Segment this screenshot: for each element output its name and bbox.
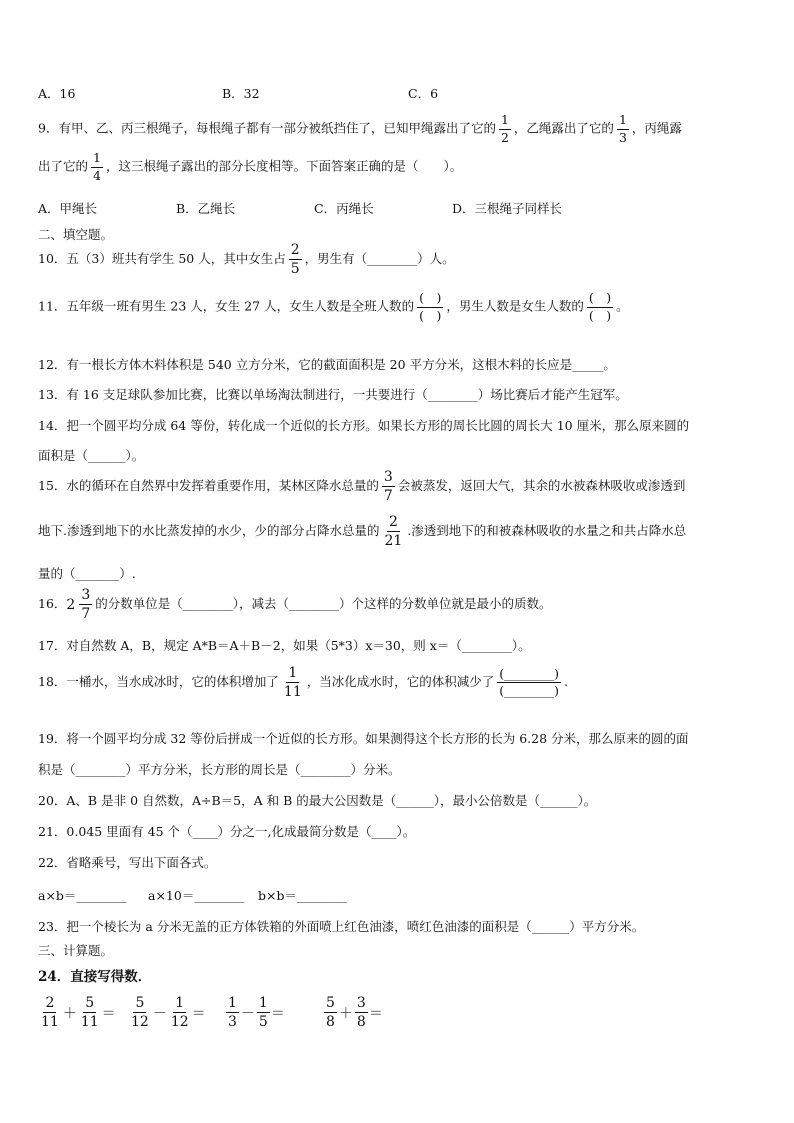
q10-text: ，男生有（________）人。	[304, 251, 455, 266]
fraction-a	[324, 996, 337, 1029]
q17: 17．对自然数 A，B，规定 A*B＝A＋B－2，如果（5*3）x＝30，则 x＝（________）。	[38, 638, 531, 653]
denominator: 7	[81, 606, 91, 622]
q10-fraction	[289, 243, 302, 276]
q9-fraction-1	[499, 114, 511, 144]
q11-text: 11．五年级一班有男生 23 人，女生 27 人，女生人数是全班人数的	[38, 298, 415, 314]
numerator: 5	[326, 995, 335, 1011]
q11-blank-fraction-2[interactable]	[587, 292, 613, 322]
numerator: 1	[258, 995, 268, 1011]
denominator: 21	[384, 533, 403, 549]
q18-text: 18．一桶水，当水成冰时，它的体积增加了	[38, 674, 279, 689]
equals: ＝	[191, 1005, 206, 1022]
fraction-a	[39, 996, 61, 1029]
denominator: 3	[618, 129, 627, 145]
q22-instruction: 22．省略乘号，写出下面各式。	[38, 855, 217, 870]
numerator: 5	[135, 995, 145, 1011]
blank-denominator: (________)	[499, 683, 560, 698]
q24-calc-4	[323, 996, 383, 1029]
denominator: 12	[170, 1014, 189, 1030]
blank-denominator: ( )	[588, 307, 612, 323]
q21: 21．0.045 里面有 45 个（____）分之一,化成最简分数是（____）。	[38, 824, 416, 839]
denominator: 2	[500, 129, 509, 145]
numerator: 1	[617, 114, 629, 130]
numerator: 1	[499, 114, 511, 130]
q16-mixed-number	[66, 588, 95, 621]
q22-expression-3: b×b＝________	[258, 888, 347, 903]
fraction-b	[79, 996, 101, 1029]
q9-option-a: A．甲绳长	[38, 201, 98, 216]
q22-expression-1: a×b＝________	[38, 888, 127, 903]
operator: ＋	[62, 1005, 77, 1022]
q24-calc-2	[128, 996, 206, 1029]
numerator: 2	[290, 242, 300, 258]
denominator: 7	[383, 488, 393, 504]
denominator: 11	[41, 1014, 59, 1030]
q15-text: 地下.渗透到地下的水比蒸发掉的水少，少的部分占降水总量的	[38, 523, 380, 538]
q13: 13．有 16 支足球队参加比赛，比赛以单场淘汰制进行，一共要进行（________）场比赛后才能产生冠军。	[38, 387, 628, 402]
numerator: 2	[388, 514, 398, 530]
q9-text: 9．有甲、乙、丙三根绳子，每根绳子都有一部分被纸挡住了，已知甲绳露出了它的	[38, 120, 496, 136]
q9-option-b: B．乙绳长	[176, 201, 236, 216]
q9-option-c: C．丙绳长	[314, 201, 374, 216]
q8-option-b: B．32	[222, 86, 260, 101]
q18-blank-fraction[interactable]	[497, 665, 561, 698]
q24-calc-1	[38, 996, 116, 1029]
blank-numerator: ( )	[417, 292, 443, 308]
q18	[38, 666, 568, 699]
denominator: 8	[356, 1014, 366, 1030]
operator: ＋	[338, 1005, 353, 1022]
q20: 20．A、B 是非 0 自然数，A÷B＝5，A 和 B 的最大公因数是（______），最小公倍数是（______）。	[38, 793, 597, 808]
q15-fraction-2	[382, 515, 404, 548]
numerator: 3	[383, 469, 393, 485]
q9-line-2	[38, 152, 462, 182]
denominator: 11	[80, 1014, 99, 1030]
blank-numerator: (________)	[497, 668, 561, 684]
section-3-heading: 三、计算题。	[38, 943, 114, 958]
operator: －	[152, 1005, 167, 1022]
q24-title: 24．直接写得数．	[38, 969, 152, 985]
q18-text: .	[564, 674, 569, 689]
q24-calc-3	[225, 996, 285, 1029]
q9-fraction-2	[617, 114, 629, 144]
q11-blank-fraction-1[interactable]	[417, 292, 443, 322]
q15-line-2	[38, 515, 686, 548]
q9-text: ，这三根绳子露出的部分长度相等。下面答案正确的是（ ）。	[105, 158, 463, 174]
denominator: 4	[93, 167, 101, 183]
q16-fraction	[79, 588, 92, 621]
fraction-b	[355, 996, 368, 1029]
equals: ＝	[101, 1005, 116, 1022]
operator: －	[240, 1005, 255, 1022]
q15-fraction-1	[382, 470, 395, 503]
blank-numerator: ( )	[587, 292, 613, 308]
numerator: 1	[175, 995, 185, 1011]
denominator: 3	[228, 1014, 237, 1030]
q16-number: 16．	[38, 596, 67, 611]
q11-text: ，男生人数是女生人数的	[446, 298, 584, 314]
denominator: 8	[326, 1014, 335, 1030]
numerator: 3	[81, 587, 91, 603]
blank-denominator: ( )	[419, 307, 442, 323]
whole: 2	[66, 596, 76, 613]
q10	[38, 243, 455, 276]
equals: ＝	[368, 1005, 383, 1022]
fraction-a	[226, 996, 239, 1029]
q15-text: 15．水的循环在自然界中发挥着重要作用，某林区降水总量的	[38, 478, 379, 493]
fraction-b	[169, 996, 191, 1029]
q18-text: ，当冰化成水时，它的体积减少了	[306, 674, 495, 689]
q15-text: .渗透到地下的和被森林吸收的水量之和共占降水总	[407, 523, 687, 538]
q23: 23．把一个棱长为 a 分米无盖的正方体铁箱的外面喷上红色油漆，喷红色油漆的面积是（______）平方分米。	[38, 919, 645, 934]
q9-text: ，丙绳露	[631, 120, 682, 136]
equals: ＝	[270, 1005, 285, 1022]
fraction-a	[129, 996, 151, 1029]
denominator: 12	[131, 1014, 149, 1030]
section-2-heading: 二、填空题。	[38, 227, 114, 242]
q12: 12．有一根长方体木料体积是 540 立方分米，它的截面面积是 20 平方分米，这根木料的长应是_____。	[38, 357, 616, 372]
q16	[38, 588, 552, 621]
q9-text: 出了它的	[38, 158, 89, 174]
q9-fraction-3	[91, 152, 103, 182]
q19-line-2: 积是（________）平方分米，长方形的周长是（________）分米。	[38, 762, 401, 777]
q14-line-1: 14．把一个圆平均分成 64 等份，转化成一个近似的长方形。如果长方形的周长比圆的周长大 10 厘米，那么原来圆的	[38, 418, 690, 433]
q11-text: 。	[616, 298, 629, 314]
numerator: 3	[356, 995, 366, 1011]
q18-fraction	[282, 666, 304, 699]
q8-option-c: C．6	[408, 86, 439, 101]
denominator: 5	[290, 261, 300, 277]
q15-line-1	[38, 470, 685, 503]
q9-line-1	[38, 114, 682, 144]
numerator: 1	[228, 995, 237, 1011]
numerator: 1	[91, 152, 103, 168]
numerator: 2	[45, 995, 55, 1011]
q22-expression-2: a×10＝________	[148, 888, 245, 903]
q14-line-2: 面积是（______）。	[38, 448, 145, 463]
q9-option-d: D．三根绳子同样长	[452, 201, 563, 216]
q9-text: ，乙绳露出了它的	[513, 120, 614, 136]
q11	[38, 292, 629, 322]
fraction-b	[257, 996, 270, 1029]
denominator: 11	[283, 684, 302, 700]
q10-text: 10．五（3）班共有学生 50 人，其中女生占	[38, 251, 286, 266]
denominator: 5	[258, 1014, 268, 1030]
numerator: 1	[288, 665, 298, 681]
q15-text: 会被蒸发，返回大气，其余的水被森林吸收或渗透到	[397, 478, 686, 493]
q16-text: 的分数单位是（________），减去（________）个这样的分数单位就是最小的质数。	[95, 596, 552, 611]
q15-line-3: 量的（_______）.	[38, 566, 136, 581]
numerator: 5	[85, 995, 95, 1011]
q19-line-1: 19．将一个圆平均分成 32 等份后拼成一个近似的长方形。如果测得这个长方形的长为 6.28 分米，那么原来的圆的面	[38, 731, 689, 746]
q8-option-a: A．16	[38, 86, 76, 101]
